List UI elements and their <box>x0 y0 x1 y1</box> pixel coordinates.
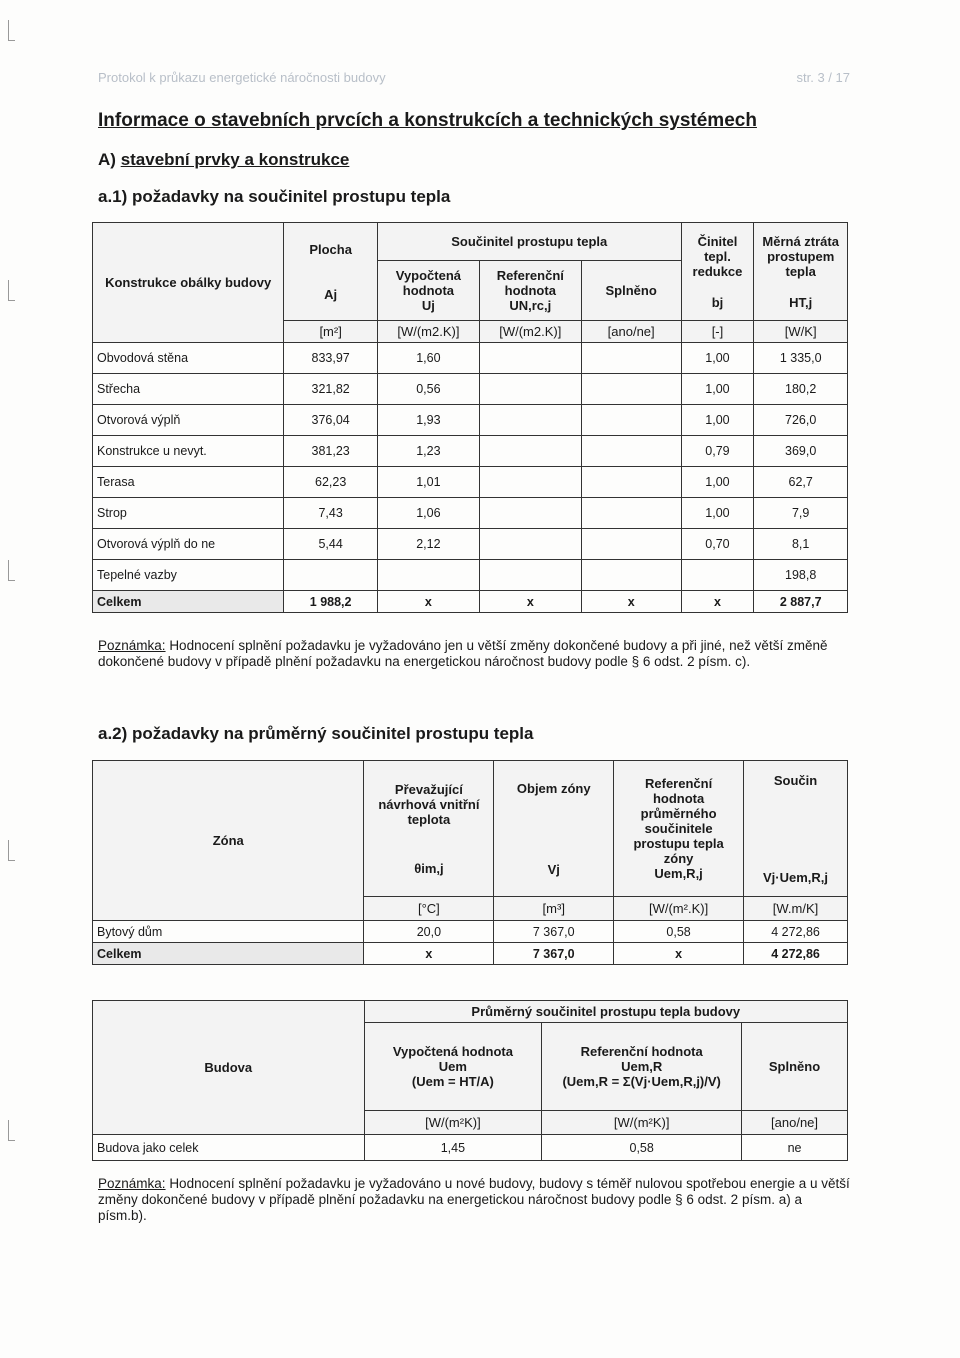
row-u: 1,60 <box>377 343 479 374</box>
header-splneno: Splněno <box>581 261 681 321</box>
section-a-prefix: A) <box>98 150 116 169</box>
header-teplota-label: Převažující návrhová vnitřní teplota <box>378 781 480 827</box>
zone-table <box>92 760 848 965</box>
note-1-label: Poznámka: <box>98 638 166 653</box>
total-h: 2 887,7 <box>754 591 848 613</box>
row-h: 7,9 <box>754 498 848 529</box>
header-objem <box>494 761 614 897</box>
header-referencni-zona <box>614 761 744 897</box>
row-u: 2,12 <box>377 529 479 560</box>
row-h: 180,2 <box>754 374 848 405</box>
zone-soucin: 4 272,86 <box>744 921 848 943</box>
margin-mark <box>8 1120 15 1141</box>
row-name: Tepelné vazby <box>93 560 284 591</box>
row-ref <box>479 343 581 374</box>
page-title: Informace o stavebních prvcích a konstrukcích a technických systémech <box>98 110 757 131</box>
row-area <box>284 560 378 591</box>
header-soucin-label: Součin <box>773 772 818 788</box>
header-ref-budova-symbol: Uem,R <box>621 1059 663 1074</box>
row-splneno <box>581 498 681 529</box>
row-ref <box>479 405 581 436</box>
building-table <box>92 1000 848 1161</box>
row-b: 0,79 <box>681 436 754 467</box>
header-merna <box>754 223 848 321</box>
zone-total-objem: 7 367,0 <box>494 943 614 965</box>
table-row <box>93 1135 848 1161</box>
table-row <box>93 529 848 560</box>
margin-mark <box>8 560 15 581</box>
row-name: Strop <box>93 498 284 529</box>
building-name: Budova jako celek <box>93 1135 365 1161</box>
table-row <box>93 374 848 405</box>
zone-referencni: 0,58 <box>614 921 744 943</box>
header-referencni-zona-symbol: Uem,R,j <box>654 866 703 881</box>
row-h: 62,7 <box>754 467 848 498</box>
header-cinitel-symbol: bj <box>711 294 724 310</box>
header-teplota <box>364 761 494 897</box>
header-vypoctena-label: Vypočtená hodnota <box>395 268 462 298</box>
header-konstrukce: Konstrukce obálky budovy <box>93 223 284 343</box>
total-area: 1 988,2 <box>284 591 378 613</box>
header-vyp-budova-symbol: Uem <box>438 1059 467 1074</box>
header-vypoctena-symbol: Uj <box>421 298 435 313</box>
header-referencni-zona-label: Referenční hodnota průměrného součinitele prostupu tepla zóny <box>633 776 724 866</box>
unit-spl-budova: [ano/ne] <box>742 1111 848 1135</box>
row-b: 1,00 <box>681 498 754 529</box>
margin-mark <box>8 280 15 301</box>
envelope-rows <box>93 343 848 613</box>
row-name: Konstrukce u nevyt. <box>93 436 284 467</box>
row-splneno <box>581 560 681 591</box>
table-row <box>93 405 848 436</box>
header-merna-label: Měrná ztráta prostupem tepla <box>762 233 839 279</box>
row-ref <box>479 498 581 529</box>
unit-objem: [m³] <box>494 897 614 921</box>
building-ref: 0,58 <box>542 1135 742 1161</box>
header-budova: Budova <box>93 1001 365 1135</box>
row-splneno <box>581 529 681 560</box>
note-2-text: Hodnocení splnění požadavku je vyžadováno u nové budovy, budovy s téměř nulovou spotřebou energie a u větší změny dokončené budovy v případě plnění požadavku na energetickou náročnost budovy podle § 6 odst. 2 písm. a) a písm.b). <box>98 1176 850 1223</box>
unit-vypoctena: [W/(m2.K)] <box>377 321 479 343</box>
header-merna-symbol: HT,j <box>789 294 813 310</box>
zone-total-soucin: 4 272,86 <box>744 943 848 965</box>
header-objem-symbol: Vj <box>547 861 560 877</box>
total-splneno: x <box>581 591 681 613</box>
row-h: 1 335,0 <box>754 343 848 374</box>
table-row <box>93 498 848 529</box>
unit-splneno: [ano/ne] <box>581 321 681 343</box>
row-splneno <box>581 405 681 436</box>
row-splneno <box>581 467 681 498</box>
table-row <box>93 921 848 943</box>
table-row <box>93 560 848 591</box>
row-ref <box>479 467 581 498</box>
table-row <box>93 436 848 467</box>
header-soucin-symbol: Vj·Uem,R,j <box>763 869 829 885</box>
row-u: 0,56 <box>377 374 479 405</box>
row-area: 62,23 <box>284 467 378 498</box>
zone-total-teplota: x <box>364 943 494 965</box>
header-referencni-symbol: UN,rc,j <box>509 298 552 313</box>
section-a-heading <box>98 150 349 170</box>
table-total-row <box>93 591 848 613</box>
page-number: str. 3 / 17 <box>796 70 850 85</box>
row-name: Terasa <box>93 467 284 498</box>
zone-name: Bytový dům <box>93 921 364 943</box>
zone-total-referencni: x <box>614 943 744 965</box>
row-splneno <box>581 343 681 374</box>
row-h: 8,1 <box>754 529 848 560</box>
total-name: Celkem <box>93 591 284 613</box>
row-b: 0,70 <box>681 529 754 560</box>
row-b <box>681 560 754 591</box>
a2-heading: a.2) požadavky na průměrný součinitel prostupu tepla <box>98 724 534 743</box>
header-zona: Zóna <box>93 761 364 921</box>
header-spl-budova: Splněno <box>742 1023 848 1111</box>
row-ref <box>479 436 581 467</box>
header-plocha-label: Plocha <box>309 241 352 257</box>
zone-teplota: 20,0 <box>364 921 494 943</box>
unit-vyp-budova: [W/(m²K)] <box>364 1111 542 1135</box>
header-prumerny: Průměrný součinitel prostupu tepla budovy <box>364 1001 847 1023</box>
row-h: 369,0 <box>754 436 848 467</box>
unit-ref-budova: [W/(m²K)] <box>542 1111 742 1135</box>
header-ref-budova <box>542 1023 742 1111</box>
row-area: 7,43 <box>284 498 378 529</box>
header-title: Protokol k průkazu energetické náročnosti budovy <box>98 70 386 85</box>
row-ref <box>479 560 581 591</box>
header-vyp-budova-formula: (Uem = HT/A) <box>411 1074 494 1089</box>
row-b: 1,00 <box>681 343 754 374</box>
unit-referencni-zona: [W/(m².K)] <box>614 897 744 921</box>
header-objem-label: Objem zóny <box>516 780 591 796</box>
header-vyp-budova <box>364 1023 542 1111</box>
margin-mark <box>8 20 15 41</box>
note-1 <box>98 638 850 670</box>
unit-plocha: [m²] <box>284 321 378 343</box>
row-u: 1,93 <box>377 405 479 436</box>
header-teplota-symbol: θim,j <box>414 860 444 876</box>
row-area: 321,82 <box>284 374 378 405</box>
header-ref-budova-label: Referenční hodnota <box>580 1044 703 1059</box>
unit-soucin: [W.m/K] <box>744 897 848 921</box>
row-h: 198,8 <box>754 560 848 591</box>
row-area: 376,04 <box>284 405 378 436</box>
row-u: 1,01 <box>377 467 479 498</box>
a1-heading: a.1) požadavky na součinitel prostupu tepla <box>98 187 451 206</box>
table-total-row <box>93 943 848 965</box>
row-h: 726,0 <box>754 405 848 436</box>
row-u <box>377 560 479 591</box>
header-soucin <box>744 761 848 897</box>
row-area: 5,44 <box>284 529 378 560</box>
row-area: 381,23 <box>284 436 378 467</box>
row-b: 1,00 <box>681 467 754 498</box>
zone-objem: 7 367,0 <box>494 921 614 943</box>
row-b: 1,00 <box>681 374 754 405</box>
note-2-label: Poznámka: <box>98 1176 166 1191</box>
header-soucinitel: Součinitel prostupu tepla <box>377 223 681 261</box>
header-cinitel-label: Činitel tepl. redukce <box>692 233 743 279</box>
total-b: x <box>681 591 754 613</box>
building-splneno: ne <box>742 1135 848 1161</box>
header-cinitel <box>681 223 754 321</box>
row-name: Střecha <box>93 374 284 405</box>
table-row <box>93 467 848 498</box>
unit-merna: [W/K] <box>754 321 848 343</box>
page-header <box>98 70 850 85</box>
total-ref: x <box>479 591 581 613</box>
row-name: Obvodová stěna <box>93 343 284 374</box>
building-u: 1,45 <box>364 1135 542 1161</box>
row-splneno <box>581 436 681 467</box>
envelope-table <box>92 222 848 613</box>
row-ref <box>479 529 581 560</box>
header-plocha <box>284 223 378 321</box>
row-b: 1,00 <box>681 405 754 436</box>
row-u: 1,23 <box>377 436 479 467</box>
header-referencni <box>479 261 581 321</box>
table-row <box>93 343 848 374</box>
unit-referencni: [W/(m2.K)] <box>479 321 581 343</box>
header-ref-budova-formula: (Uem,R = Σ(Vj·Uem,R,j)/V) <box>562 1074 721 1089</box>
row-u: 1,06 <box>377 498 479 529</box>
total-u: x <box>377 591 479 613</box>
row-name: Otvorová výplň do ne <box>93 529 284 560</box>
margin-mark <box>8 840 15 861</box>
note-2 <box>98 1176 850 1224</box>
note-1-text: Hodnocení splnění požadavku je vyžadováno jen u větší změny dokončené budovy a při jiné, než větší změně dokončené budovy v případě plnění požadavku na energetickou náročnost budovy podle § 6 odst. 2 písm. c). <box>98 638 828 669</box>
row-area: 833,97 <box>284 343 378 374</box>
header-plocha-symbol: Aj <box>324 286 338 302</box>
header-referencni-label: Referenční hodnota <box>496 268 564 298</box>
row-splneno <box>581 374 681 405</box>
unit-cinitel: [-] <box>681 321 754 343</box>
unit-teplota: [°C] <box>364 897 494 921</box>
section-a-title: stavební prvky a konstrukce <box>120 150 350 169</box>
row-ref <box>479 374 581 405</box>
zone-total-name: Celkem <box>93 943 364 965</box>
row-name: Otvorová výplň <box>93 405 284 436</box>
header-vyp-budova-label: Vypočtená hodnota <box>392 1044 513 1059</box>
header-vypoctena <box>377 261 479 321</box>
